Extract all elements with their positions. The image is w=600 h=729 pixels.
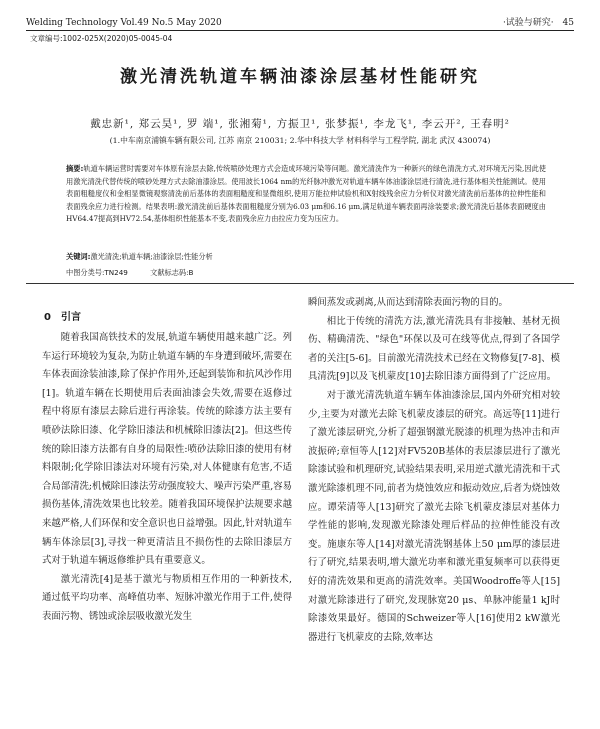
keywords-label: 关键词: bbox=[66, 252, 91, 261]
article-number: 文章编号:1002-025X(2020)05-0045-04 bbox=[30, 34, 173, 43]
header-right bbox=[497, 15, 574, 28]
body-paragraph: 瞬间蒸发或剥离,从而达到清除表面污物的目的。 bbox=[308, 297, 508, 308]
journal-name: Welding Technology bbox=[26, 18, 118, 28]
abstract-text: 轨道车辆运营时需要对车体原有涂层去除,传统喷砂处理方式会造成环境污染等问题。激光清洗作为一种新兴的绿色清洗方式,对环境无污染,因此使用激光清洗代替传统的喷砂处理方式去除油漆涂层。使用波长1064 nm的光纤脉冲激光对轨道车辆车体油漆涂层进行清洗,进行基体相关性能测试。使用表面粗糙度仪和金相显微镜观察清洗前后基体的表面粗糙度和显微组织,使用万能拉伸试验机和X射线残余应力分析仪对激光清洗前后基体的拉伸性能和表面残余应力进行检测。结果表明:激光清洗前后基体表面粗糙度分别为6.03 μm和6.16 μm,满足轨道车辆表面再涂装要求;激光清洗后基体表面硬度由HV64.47提高到HV72.54,基体组织性能基本不变,表面残余应力由拉应力变为压应力。 bbox=[66, 164, 546, 224]
section-number: 0 bbox=[44, 312, 51, 323]
section-title: 引言 bbox=[60, 312, 81, 323]
page-number: 45 bbox=[562, 18, 574, 28]
document-code: 文献标志码:B bbox=[150, 268, 194, 277]
running-header bbox=[26, 6, 574, 31]
classification bbox=[66, 268, 546, 278]
body-paragraph: 相比于传统的清洗方法,激光清洗具有非接触、基材无损伤、精确清洗、"绿色"环保以及可在线等优点,得到了各国学者的关注[5-6]。目前激光清洗技术已经在文物修复[7-8]、模具清洗[9]以及飞机蒙皮[10]去除旧漆方面得到了广泛应用。 bbox=[308, 315, 560, 383]
divider bbox=[26, 283, 574, 284]
author-list: 戴忠新¹, 郑云昊¹, 罗 端¹, 张湘菊¹, 方振卫¹, 张梦振¹, 李龙飞¹, 李云开², 王春明² bbox=[90, 118, 510, 130]
section-tag: ·试验与研究· bbox=[502, 18, 554, 28]
paper-title: 激光清洗轨道车辆油漆涂层基材性能研究 bbox=[120, 67, 480, 87]
body-paragraph: 对于激光清洗轨道车辆车体油漆涂层,国内外研究相对较少,主要为对激光去除飞机蒙皮漆层的研究。高远等[11]进行了激光漆层研究,分析了超强钢激光脱漆的机理为热冲击和声波振碎;章恒等人[12]对FV520B基体的表层漆层进行了激光除漆试验和机理研究,试验结果表明,采用逆式激光清洗和干式激光除漆机理不同,前者为烧蚀效应和振动效应,后者为烧蚀效应。谭荣清等人[13]研究了激光去除飞机蒙皮漆层对基体力学性能的影响,发现激光除漆处理后样品的拉伸性能没有改变。施康东等人[14]对激光清洗钢基体上50 μm厚的漆层进行了研究,结果表明,增大激光功率和激光重复频率可以获得更好的清洗效果和更高的清洗效率。美国Woodroffe等人[15]对激光除漆进行了研究,发现脉宽20 μs、单脉冲能量1 kJ时除漆效果最好。德国的Schweizer等人[16]使用2 kW激光器进行飞机蒙皮的去除,效率达 bbox=[308, 389, 560, 643]
right-column bbox=[308, 294, 560, 647]
left-column bbox=[42, 329, 292, 627]
abstract-label: 摘要: bbox=[66, 164, 84, 173]
clc-number: 中图分类号:TN249 bbox=[66, 268, 128, 277]
body-paragraph: 激光清洗[4]是基于激光与物质相互作用的一种新技术,通过低平均功率、高峰值功率、短脉冲激光作用于工件,使得表面污物、锈蚀或涂层吸收激光发生 bbox=[42, 573, 292, 622]
journal-number: No.5 bbox=[151, 18, 174, 28]
keywords bbox=[66, 252, 546, 262]
body-paragraph: 随着我国高铁技术的发展,轨道车辆使用越来越广泛。列车运行环境较为复杂,为防止轨道车辆的车身遭到破坏,需要在车体表面涂装油漆,除了保护作用外,还起到装饰和抗风沙作用[1]。轨道车辆在长期使用后表面油漆会失效,需要在返修过程中将原有漆层去除后进行再涂装。传统的除漆方法主要有喷砂法除旧漆、化学除旧漆法和机械除旧漆法[2]。但这些传统的除旧漆方法都有自身的局限性:喷砂法除旧漆的使用有材料限制;化学除旧漆法对环境有污染,对人体健康有危害,不适合局部清洗;机械除旧漆法劳动强度较大、噪声污染严重,容易损伤基体,清洗效果也比较差。随着我国环境保护法规要求越来越严格,人们环保和安全意识也日益增强。因此,针对轨道车辆车体涂层[3],寻找一种更清洁且不损伤性的去除旧漆层方式对于轨道车辆返修维护具有重要意义。 bbox=[42, 332, 292, 567]
journal-volume: Vol.49 bbox=[120, 18, 149, 28]
keywords-text: 激光清洗;轨道车辆;油漆涂层;性能分析 bbox=[90, 252, 213, 261]
journal-date: May 2020 bbox=[176, 18, 222, 28]
journal-info bbox=[26, 18, 222, 28]
section-heading bbox=[44, 308, 91, 323]
abstract bbox=[66, 163, 546, 226]
affiliation: (1.中车南京浦镇车辆有限公司, 江苏 南京 210031; 2.华中科技大学 材料科学与工程学院, 湖北 武汉 430074) bbox=[109, 136, 491, 145]
